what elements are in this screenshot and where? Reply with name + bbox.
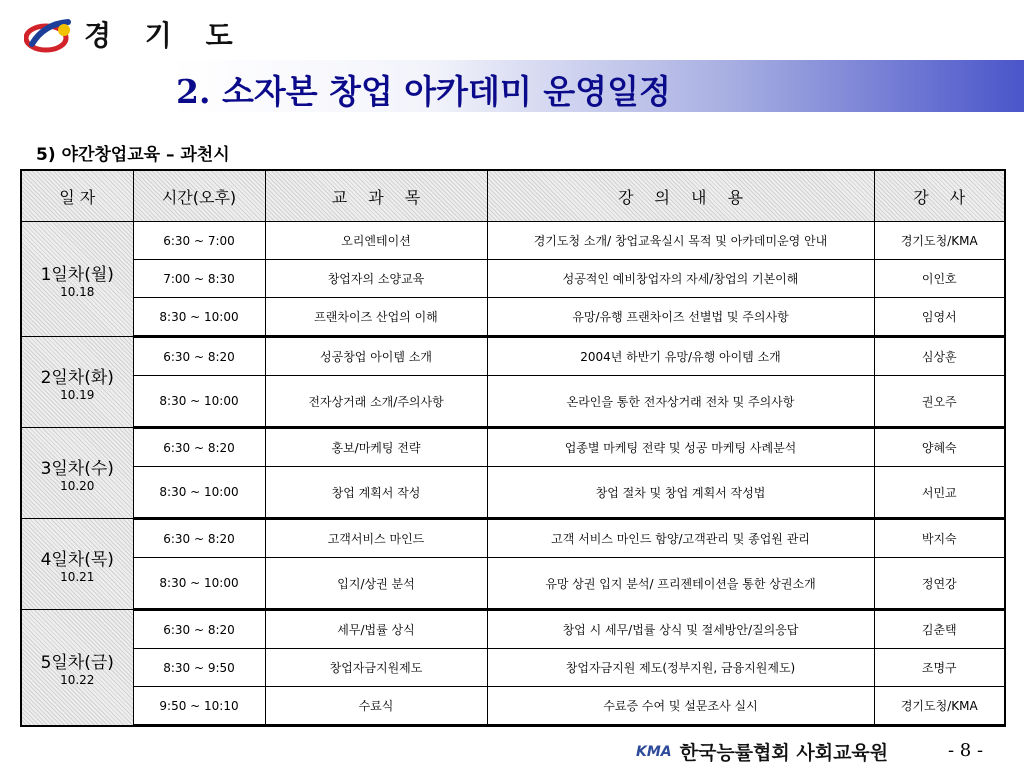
instructor-cell: 정연강 [874, 558, 1005, 610]
gyeonggi-emblem-icon [24, 14, 76, 54]
day-label: 1일차(월) [40, 264, 114, 285]
org-name: 한국능률협회 사회교육원 [679, 742, 889, 764]
table-row [21, 222, 1005, 260]
kma-logo-icon: KMA [636, 743, 672, 760]
day-date: 10.19 [60, 387, 95, 402]
table-row [21, 467, 1005, 519]
day-date: 10.21 [60, 569, 95, 584]
table-header-row [21, 170, 1005, 222]
page-title: 2. 소자본 창업 아카데미 운영일정 [176, 72, 671, 111]
header-time: 시간(오후) [133, 170, 265, 222]
table-row [21, 376, 1005, 428]
day-label: 2일차(화) [40, 367, 114, 388]
time-cell: 9:50 ~ 10:10 [133, 687, 265, 726]
page-number: - 8 - [948, 740, 984, 761]
instructor-cell: 경기도청/KMA [874, 222, 1005, 260]
subject-cell: 홍보/마케팅 전략 [265, 428, 487, 467]
subject-cell: 오리엔테이션 [265, 222, 487, 260]
content-cell: 경기도청 소개/ 창업교육실시 목적 및 아카데미운영 안내 [487, 222, 874, 260]
subject-cell: 성공창업 아이템 소개 [265, 337, 487, 376]
day-date: 10.22 [60, 672, 95, 687]
subject-cell: 프랜차이즈 산업의 이해 [265, 298, 487, 337]
schedule-table [20, 169, 1006, 727]
content-cell: 유망/유행 프랜차이즈 선별법 및 주의사항 [487, 298, 874, 337]
subject-cell: 수료식 [265, 687, 487, 726]
subject-cell: 창업 계획서 작성 [265, 467, 487, 519]
time-cell: 6:30 ~ 7:00 [133, 222, 265, 260]
day-label: 5일차(금) [40, 652, 114, 673]
table-row [21, 260, 1005, 298]
instructor-cell: 이인호 [874, 260, 1005, 298]
header-date: 일 자 [21, 170, 133, 222]
instructor-cell: 박지숙 [874, 519, 1005, 558]
content-cell: 업종별 마케팅 전략 및 성공 마케팅 사례분석 [487, 428, 874, 467]
day-date: 10.20 [60, 478, 95, 493]
content-cell: 고객 서비스 마인드 함양/고객관리 및 종업원 관리 [487, 519, 874, 558]
content-cell: 창업 시 세무/법률 상식 및 절세방안/질의응답 [487, 610, 874, 649]
section-subtitle: 5) 야간창업교육 – 과천시 [36, 145, 230, 165]
logo-text: 경 기 도 [84, 19, 245, 52]
subject-cell: 창업자금지원제도 [265, 649, 487, 687]
day-label: 4일차(목) [40, 549, 114, 570]
header-subject: 교 과 목 [265, 170, 487, 222]
content-cell: 창업 절차 및 창업 계획서 작성법 [487, 467, 874, 519]
schedule-body [21, 222, 1005, 726]
day-cell [21, 519, 133, 610]
day-cell [21, 428, 133, 519]
header-content: 강 의 내 용 [487, 170, 874, 222]
subject-cell: 입지/상권 분석 [265, 558, 487, 610]
table-row [21, 649, 1005, 687]
instructor-cell: 권오주 [874, 376, 1005, 428]
table-row [21, 428, 1005, 467]
day-label: 3일차(수) [40, 458, 114, 479]
time-cell: 6:30 ~ 8:20 [133, 337, 265, 376]
time-cell: 8:30 ~ 10:00 [133, 298, 265, 337]
content-cell: 온라인을 통한 전자상거래 전차 및 주의사항 [487, 376, 874, 428]
instructor-cell: 김춘택 [874, 610, 1005, 649]
subject-cell: 전자상거래 소개/주의사항 [265, 376, 487, 428]
table-row [21, 519, 1005, 558]
time-cell: 6:30 ~ 8:20 [133, 519, 265, 558]
instructor-cell: 조명구 [874, 649, 1005, 687]
content-cell: 유망 상권 입지 분석/ 프리젠테이션을 통한 상권소개 [487, 558, 874, 610]
content-cell: 성공적인 예비창업자의 자세/창업의 기본이해 [487, 260, 874, 298]
table-row [21, 687, 1005, 726]
time-cell: 8:30 ~ 9:50 [133, 649, 265, 687]
table-row [21, 610, 1005, 649]
header-instructor: 강 사 [874, 170, 1005, 222]
day-date: 10.18 [60, 284, 95, 299]
instructor-cell: 심상훈 [874, 337, 1005, 376]
instructor-cell: 양혜숙 [874, 428, 1005, 467]
time-cell: 6:30 ~ 8:20 [133, 428, 265, 467]
gyeonggi-logo [24, 14, 245, 54]
instructor-cell: 경기도청/KMA [874, 687, 1005, 726]
table-row [21, 558, 1005, 610]
footer-logo [636, 738, 888, 765]
table-row [21, 298, 1005, 337]
subject-cell: 고객서비스 마인드 [265, 519, 487, 558]
content-cell: 수료증 수여 및 설문조사 실시 [487, 687, 874, 726]
content-cell: 창업자금지원 제도(정부지원, 금융지원제도) [487, 649, 874, 687]
day-cell [21, 222, 133, 337]
time-cell: 7:00 ~ 8:30 [133, 260, 265, 298]
time-cell: 8:30 ~ 10:00 [133, 467, 265, 519]
time-cell: 8:30 ~ 10:00 [133, 376, 265, 428]
time-cell: 6:30 ~ 8:20 [133, 610, 265, 649]
instructor-cell: 서민교 [874, 467, 1005, 519]
day-cell [21, 610, 133, 726]
table-row [21, 337, 1005, 376]
instructor-cell: 임영서 [874, 298, 1005, 337]
subject-cell: 세무/법률 상식 [265, 610, 487, 649]
content-cell: 2004년 하반기 유망/유행 아이템 소개 [487, 337, 874, 376]
subject-cell: 창업자의 소양교육 [265, 260, 487, 298]
day-cell [21, 337, 133, 428]
time-cell: 8:30 ~ 10:00 [133, 558, 265, 610]
